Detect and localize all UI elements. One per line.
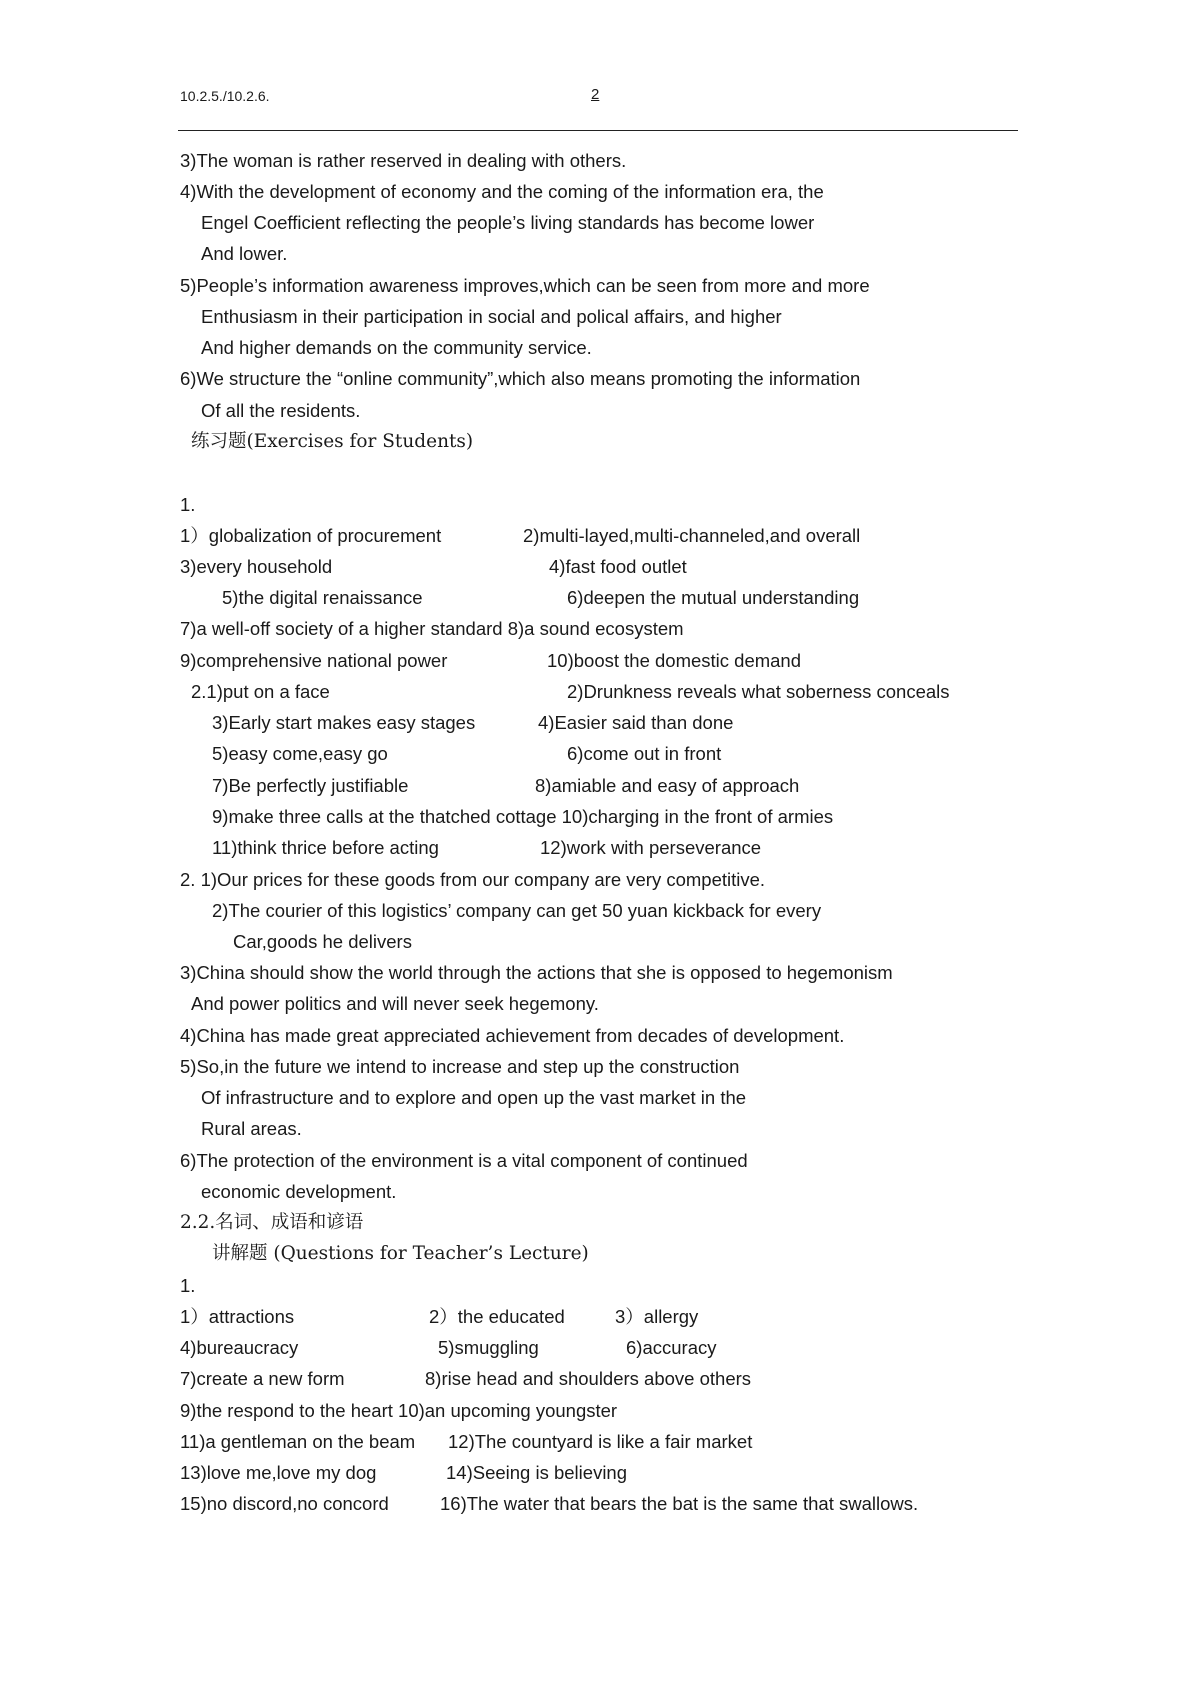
list-item: 15)no discord,no concord xyxy=(180,1493,389,1514)
list-item: 6)deepen the mutual understanding xyxy=(567,587,860,608)
list-item: 2)multi-layed,multi-channeled,and overall xyxy=(523,525,861,546)
list-item: 5)the digital renaissance xyxy=(222,587,423,608)
list-item: 4)fast food outlet xyxy=(549,556,687,577)
list-item: 6)come out in front xyxy=(567,743,722,764)
text-line: Enthusiasm in their participation in social and polical affairs, and higher xyxy=(201,306,782,327)
list-item: 5)smuggling xyxy=(438,1337,539,1358)
list-item: 13)love me,love my dog xyxy=(180,1462,377,1483)
list-item: 12)The countyard is like a fair market xyxy=(448,1431,753,1452)
list-item: 3）allergy xyxy=(615,1306,699,1327)
list-item: 1）attractions xyxy=(180,1306,295,1327)
list-item: 14)Seeing is believing xyxy=(446,1462,628,1483)
text-line: 6)The protection of the environment is a vital component of continued xyxy=(180,1150,748,1171)
list-item: 4)Easier said than done xyxy=(538,712,734,733)
text-line: And higher demands on the community service. xyxy=(201,337,592,358)
section-heading-nouns-idioms: 2.2.名词、成语和谚语 xyxy=(180,1212,364,1233)
text-line: 3)The woman is rather reserved in dealing with others. xyxy=(180,150,627,171)
text-line: 5)So,in the future we intend to increase and step up the construction xyxy=(180,1056,740,1077)
text-line: 2)The courier of this logistics’ company can get 50 yuan kickback for every xyxy=(212,900,822,921)
section-heading-lecture: 讲解题 (Questions for Teacher’s Lecture) xyxy=(212,1243,589,1264)
text-line: 5)People’s information awareness improves,which can be seen from more and more xyxy=(180,275,870,296)
list-item: 7)create a new form xyxy=(180,1368,345,1389)
list-item: 9)make three calls at the thatched cottage 10)charging in the front of armies xyxy=(212,806,834,827)
list-item: 9)the respond to the heart 10)an upcoming youngster xyxy=(180,1400,618,1421)
text-line: 3)China should show the world through the actions that she is opposed to hegemonism xyxy=(180,962,893,983)
header-rule xyxy=(178,130,1018,131)
text-line: Engel Coefficient reflecting the people’s living standards has become lower xyxy=(201,212,815,233)
text-line: And lower. xyxy=(201,243,288,264)
list-item: 7)a well-off society of a higher standard 8)a sound ecosystem xyxy=(180,618,684,639)
text-line: 4)China has made great appreciated achievement from decades of development. xyxy=(180,1025,845,1046)
text-line: economic development. xyxy=(201,1181,397,1202)
list-item: 8)rise head and shoulders above others xyxy=(425,1368,752,1389)
list-item: 2）the educated xyxy=(429,1306,565,1327)
list-item: 1）globalization of procurement xyxy=(180,525,442,546)
text-line: 6)We structure the “online community”,which also means promoting the information xyxy=(180,368,861,389)
list-item: 4)bureaucracy xyxy=(180,1337,299,1358)
text-line: 2. 1)Our prices for these goods from our company are very competitive. xyxy=(180,869,766,890)
list-item: 12)work with perseverance xyxy=(540,837,762,858)
list-item: 6)accuracy xyxy=(626,1337,717,1358)
list-item: 3)every household xyxy=(180,556,333,577)
text-line: Rural areas. xyxy=(201,1118,302,1139)
list-item: 7)Be perfectly justifiable xyxy=(212,775,409,796)
page-number: 2 xyxy=(591,86,600,103)
list-item: 3)Early start makes easy stages xyxy=(212,712,476,733)
list-number: 1. xyxy=(180,494,196,515)
list-item: 5)easy come,easy go xyxy=(212,743,388,764)
list-item: 11)think thrice before acting xyxy=(212,837,439,858)
text-line: Of all the residents. xyxy=(201,400,361,421)
list-item: 9)comprehensive national power xyxy=(180,650,448,671)
list-item: 11)a gentleman on the beam xyxy=(180,1431,416,1452)
list-item: 2)Drunkness reveals what soberness conceals xyxy=(567,681,950,702)
list-item: 16)The water that bears the bat is the same that swallows. xyxy=(440,1493,919,1514)
header-section-number: 10.2.5./10.2.6. xyxy=(180,88,270,104)
list-item: 10)boost the domestic demand xyxy=(547,650,802,671)
text-line: Car,goods he delivers xyxy=(233,931,412,952)
text-line: And power politics and will never seek hegemony. xyxy=(191,993,599,1014)
list-number: 1. xyxy=(180,1275,196,1296)
text-line: Of infrastructure and to explore and open up the vast market in the xyxy=(201,1087,747,1108)
list-item: 8)amiable and easy of approach xyxy=(535,775,800,796)
list-item: 2.1)put on a face xyxy=(191,681,330,702)
text-line: 4)With the development of economy and the coming of the information era, the xyxy=(180,181,824,202)
section-heading-exercises: 练习题(Exercises for Students) xyxy=(191,431,474,452)
